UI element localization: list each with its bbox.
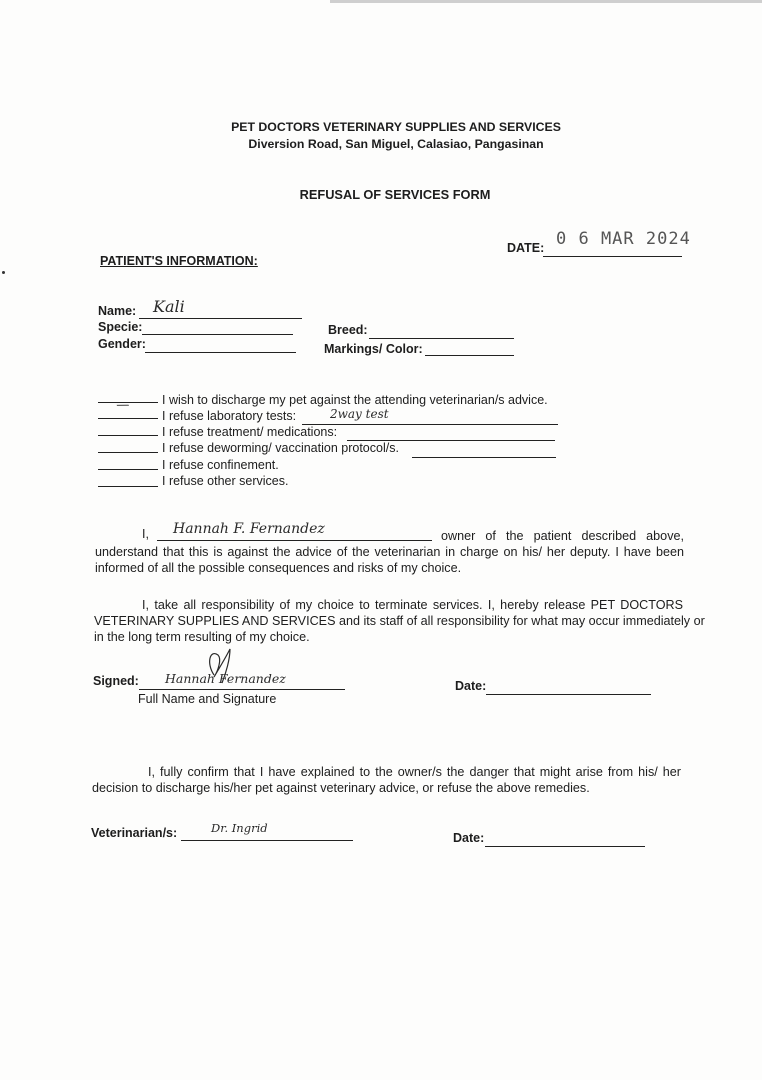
breed-line (369, 338, 514, 339)
option-confinement: I refuse confinement. (162, 458, 279, 472)
option-blank-2 (98, 418, 158, 419)
name-line (139, 318, 302, 319)
veterinarian-date-label: Date: (453, 831, 485, 845)
option-blank-6 (98, 486, 158, 487)
veterinarian-line (181, 840, 353, 841)
option-blank-5 (98, 469, 158, 470)
signature-flourish (200, 643, 245, 688)
confirmation-statement (92, 764, 681, 796)
option-lab-tests: I refuse laboratory tests: (162, 409, 297, 423)
owner-statement (95, 544, 684, 576)
responsibility-line2: VETERINARY SUPPLIES AND SERVICES and its staff of all responsibility for what may occur immediately or (94, 614, 705, 628)
scan-edge (330, 0, 762, 3)
option-blank-3 (98, 435, 158, 436)
veterinarian-date-line (485, 846, 645, 847)
owner-prefix: I, (142, 527, 149, 541)
option-treatment: I refuse treatment/ medications: (162, 425, 338, 439)
option-blank-4 (98, 452, 158, 453)
option-deworming: I refuse deworming/ vaccination protocol/s. (162, 441, 399, 455)
responsibility-line1: I, take all responsibility of my choice to terminate services. I, hereby release PET DOCTORS (142, 598, 683, 612)
clinic-address: Diversion Road, San Miguel, Calasiao, Pangasinan (248, 137, 544, 151)
lab-tests-line (302, 424, 558, 425)
clinic-name: PET DOCTORS VETERINARY SUPPLIES AND SERVICES (231, 120, 561, 134)
signed-line (139, 689, 345, 690)
veterinarian-label: Veterinarian/s: (91, 826, 178, 840)
name-value: Kali (153, 297, 185, 316)
breed-label: Breed: (328, 323, 368, 337)
gender-line (145, 352, 296, 353)
veterinarian-value: Dr. Ingrid (211, 821, 268, 835)
specie-line (142, 334, 293, 335)
date-line (543, 256, 682, 257)
signed-value: Hannah Fernandez (165, 671, 286, 686)
confirmation-line2: decision to discharge his/her pet against veterinary advice, or refuse the above remedies. (92, 781, 590, 795)
markings-line (425, 355, 514, 356)
responsibility-line3: in the long term resulting of my choice. (94, 630, 310, 644)
deworming-line (412, 457, 556, 458)
responsibility-statement (94, 597, 705, 645)
form-title: REFUSAL OF SERVICES FORM (299, 187, 491, 202)
owner-line3: informed of all the possible consequences and risks of my choice. (95, 561, 462, 575)
gender-label: Gender: (98, 337, 146, 351)
option-other: I refuse other services. (162, 474, 289, 488)
owner-name: Hannah F. Fernandez (173, 521, 325, 537)
date-stamp: 0 6 MAR 2024 (556, 229, 691, 249)
markings-label: Markings/ Color: (324, 342, 423, 356)
owner-line2: understand that this is against the advice of the veterinarian in charge on his/ her deputy. I have been (95, 545, 684, 559)
signed-label: Signed: (93, 674, 139, 688)
confirmation-line1: I, fully confirm that I have explained to the owner/s the danger that might arise from his/ her (148, 765, 681, 779)
date-label: DATE: (507, 241, 545, 255)
signed-date-label: Date: (455, 679, 487, 693)
scan-speck (2, 271, 5, 274)
option-discharge: I wish to discharge my pet against the attending veterinarian/s advice. (162, 393, 548, 407)
owner-name-line (157, 540, 432, 541)
name-label: Name: (98, 304, 137, 318)
signature-caption: Full Name and Signature (138, 692, 277, 706)
owner-line1-rest: owner of the patient described above, (441, 529, 684, 543)
specie-label: Specie: (98, 320, 143, 334)
lab-tests-fill: 2way test (330, 407, 389, 421)
signed-date-line (486, 694, 651, 695)
checkmark: / (114, 400, 130, 411)
patient-section-title: PATIENT'S INFORMATION: (100, 254, 258, 268)
